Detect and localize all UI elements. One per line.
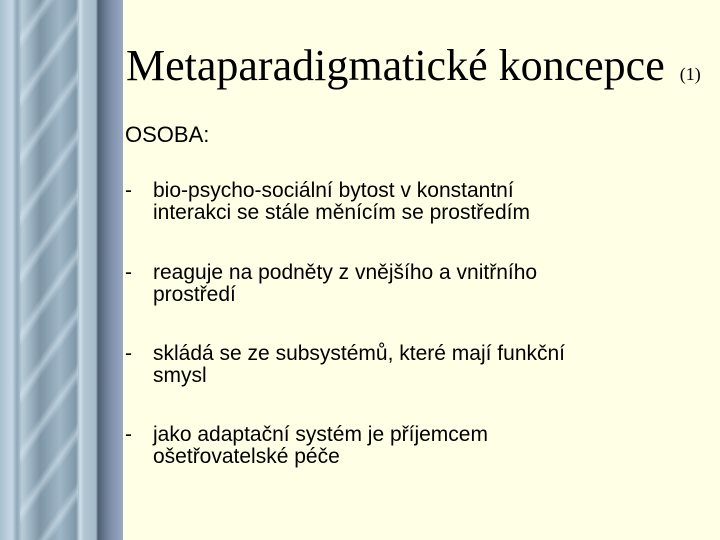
bullet-dash: - <box>125 261 132 284</box>
item-line: bio-psycho-sociální bytost v konstantní <box>153 179 514 202</box>
list-item <box>125 343 565 387</box>
list-item <box>125 262 537 306</box>
column-twist-pattern <box>20 0 78 540</box>
item-line: prostředí <box>153 283 236 306</box>
item-line: ošetřovatelské péče <box>153 445 340 468</box>
list-item <box>125 180 530 224</box>
title-suffix: (1) <box>679 64 701 84</box>
item-line: interakci se stále měnícím se prostředím <box>153 201 530 224</box>
slide-title <box>126 40 701 91</box>
section-heading: OSOBA: <box>125 122 210 147</box>
bullet-dash: - <box>125 342 132 365</box>
item-line: jako adaptační systém je příjemcem <box>153 423 488 446</box>
item-line: smysl <box>153 364 207 387</box>
list-item <box>125 424 488 468</box>
decorative-column <box>0 0 123 540</box>
bullet-dash: - <box>125 179 132 202</box>
item-line: skládá se ze subsystémů, které mají funkční <box>153 342 566 365</box>
title-text: Metaparadigmatické koncepce <box>126 41 665 90</box>
item-line: reaguje na podněty z vnějšího a vnitřního <box>153 261 538 284</box>
bullet-dash: - <box>125 423 132 446</box>
